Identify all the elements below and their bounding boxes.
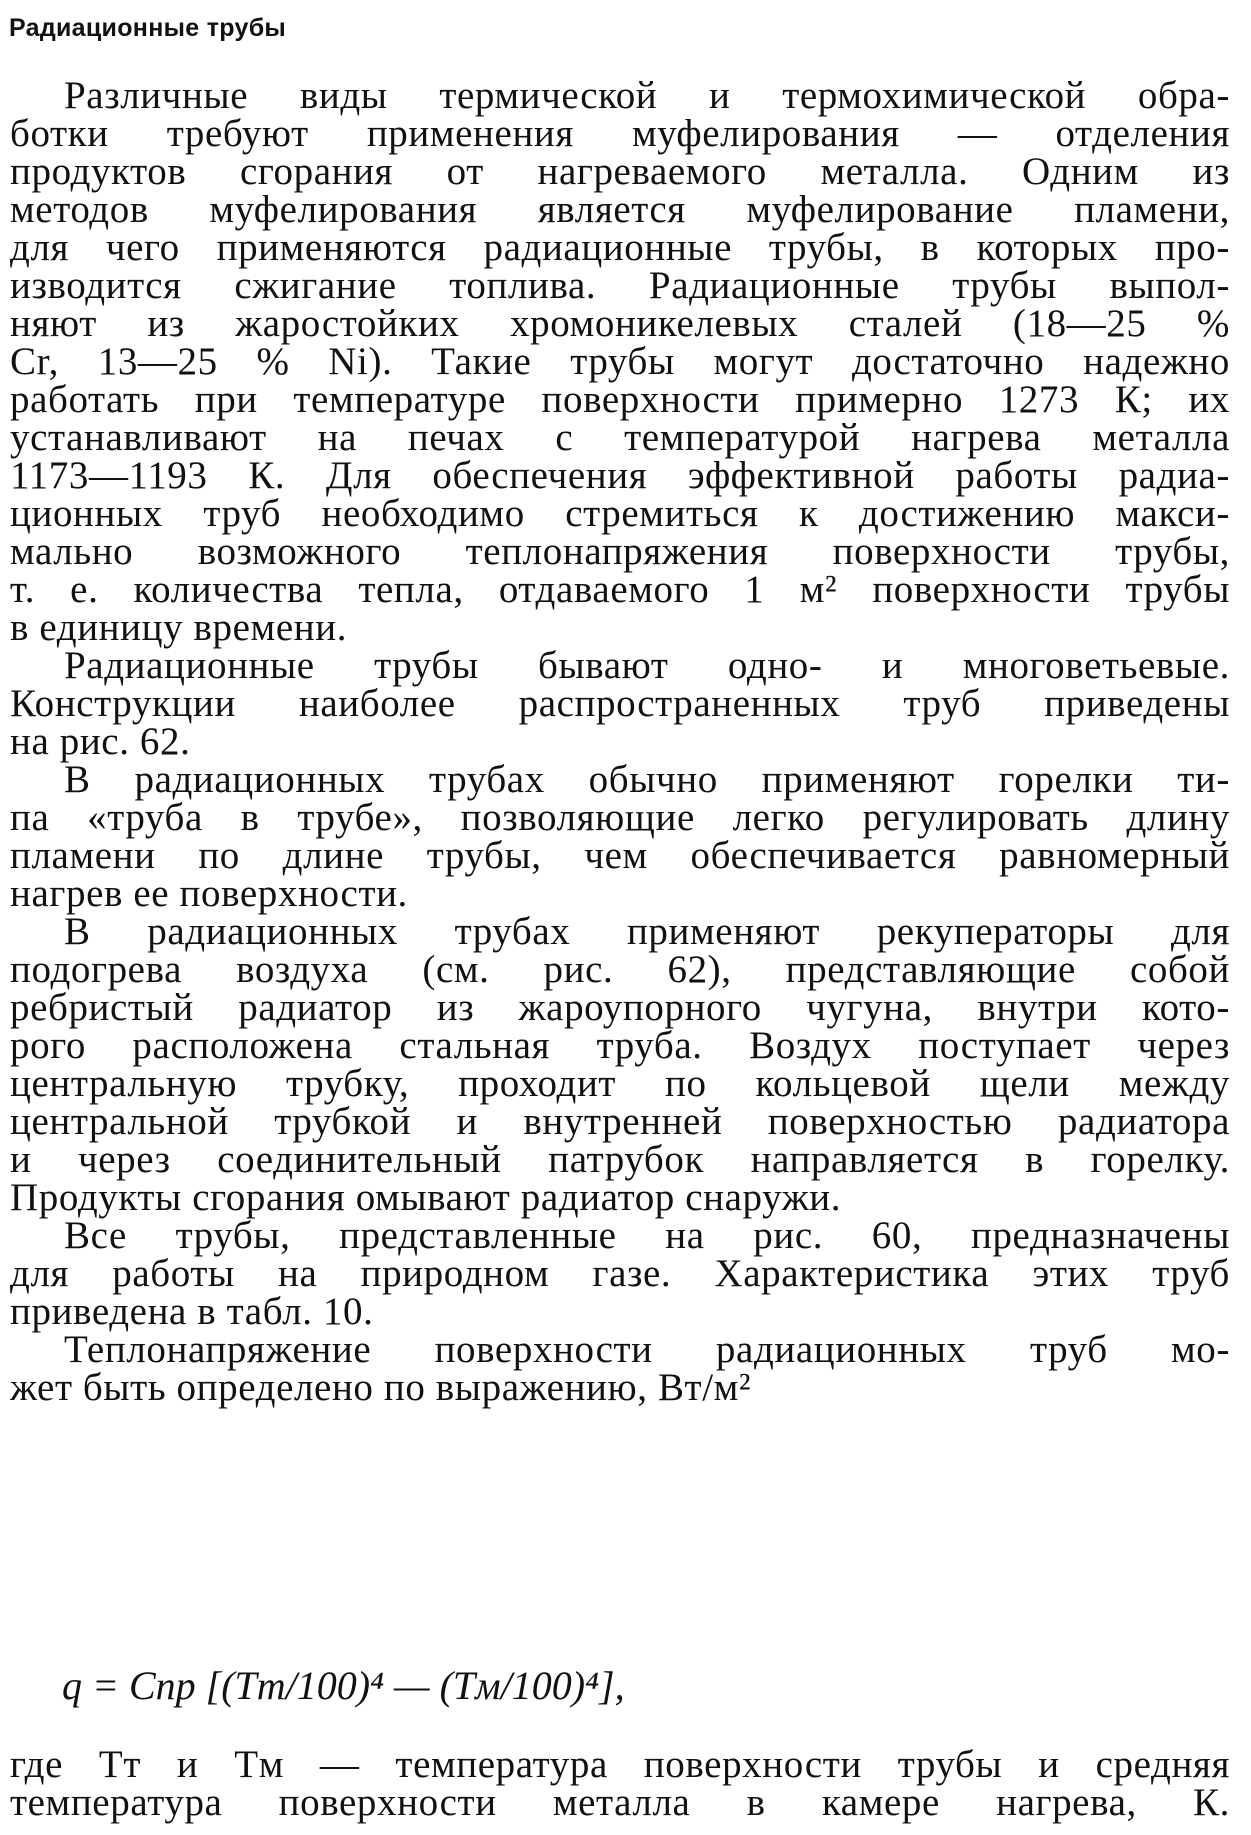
text-line: где Tт и Tм — температура поверхности трубы и средняя	[10, 1743, 1230, 1786]
text-line: В радиационных трубах обычно применяют горелки ти-	[64, 758, 1230, 801]
text-line: изводится сжигание топлива. Радиационные трубы выпол-	[10, 264, 1230, 307]
text-line: устанавливают на печах с температурой нагрева металла	[10, 416, 1230, 459]
text-line: нагрев ее поверхности.	[10, 872, 408, 915]
text-line: температура поверхности металла в камере нагрева, К.	[10, 1781, 1230, 1824]
text-line: для чего применяются радиационные трубы, в которых про-	[10, 226, 1230, 269]
text-line: Все трубы, представленные на рис. 60, предназначены	[64, 1214, 1230, 1257]
text-line: Продукты сгорания омывают радиатор снаружи.	[10, 1176, 842, 1219]
text-line: продуктов сгорания от нагреваемого металла. Одним из	[10, 150, 1230, 193]
text-line: центральную трубку, проходит по кольцевой щели между	[10, 1062, 1230, 1105]
text-line: на рис. 62.	[10, 720, 191, 763]
text-line: 1173—1193 К. Для обеспечения эффективной работы радиа-	[10, 454, 1230, 497]
text-line: Конструкции наиболее распространенных труб приведены	[10, 682, 1230, 725]
text-line: подогрева воздуха (см. рис. 62), представляющие собой	[10, 948, 1230, 991]
text-line: Теплонапряжение поверхности радиационных труб мо-	[64, 1328, 1230, 1371]
text-line: ребристый радиатор из жароупорного чугуна, внутри кото-	[10, 986, 1230, 1029]
text-line: работать при температуре поверхности примерно 1273 К; их	[10, 378, 1230, 421]
text-line: мально возможного теплонапряжения поверхности трубы,	[10, 530, 1230, 573]
text-line: рого расположена стальная труба. Воздух поступает через	[10, 1024, 1230, 1067]
text-line: и через соединительный патрубок направляется в горелку.	[10, 1138, 1230, 1181]
text-line: приведена в табл. 10.	[10, 1290, 374, 1333]
text-line: методов муфелирования является муфелирование пламени,	[10, 188, 1230, 231]
formula: q = Cпр [(Tт/100)⁴ — (Tм/100)⁴],	[62, 1663, 625, 1708]
text-line: Различные виды термической и термохимической обра-	[64, 74, 1230, 117]
text-line: ционных труб необходимо стремиться к достижению макси-	[10, 492, 1230, 535]
text-line: т. е. количества тепла, отдаваемого 1 м² поверхности трубы	[10, 568, 1230, 611]
text-line: пламени по длине трубы, чем обеспечивается равномерный	[10, 834, 1230, 877]
text-line: няют из жаростойких хромоникелевых сталей (18—25 %	[10, 302, 1230, 345]
text-line: для работы на природном газе. Характеристика этих труб	[10, 1252, 1230, 1295]
text-line: Cr, 13—25 % Ni). Такие трубы могут достаточно надежно	[10, 340, 1230, 383]
section-heading: Радиационные трубы	[9, 14, 287, 42]
text-line: па «труба в трубе», позволяющие легко регулировать длину	[10, 796, 1230, 839]
text-line: ботки требуют применения муфелирования — отделения	[10, 112, 1230, 155]
text-line: в единицу времени.	[10, 606, 348, 649]
text-line: жет быть определено по выражению, Вт/м²	[10, 1366, 752, 1409]
text-line: В радиационных трубах применяют рекуператоры для	[64, 910, 1230, 953]
text-line: Радиационные трубы бывают одно- и многоветьевые.	[64, 644, 1230, 687]
text-line: центральной трубкой и внутренней поверхностью радиатора	[10, 1100, 1230, 1143]
